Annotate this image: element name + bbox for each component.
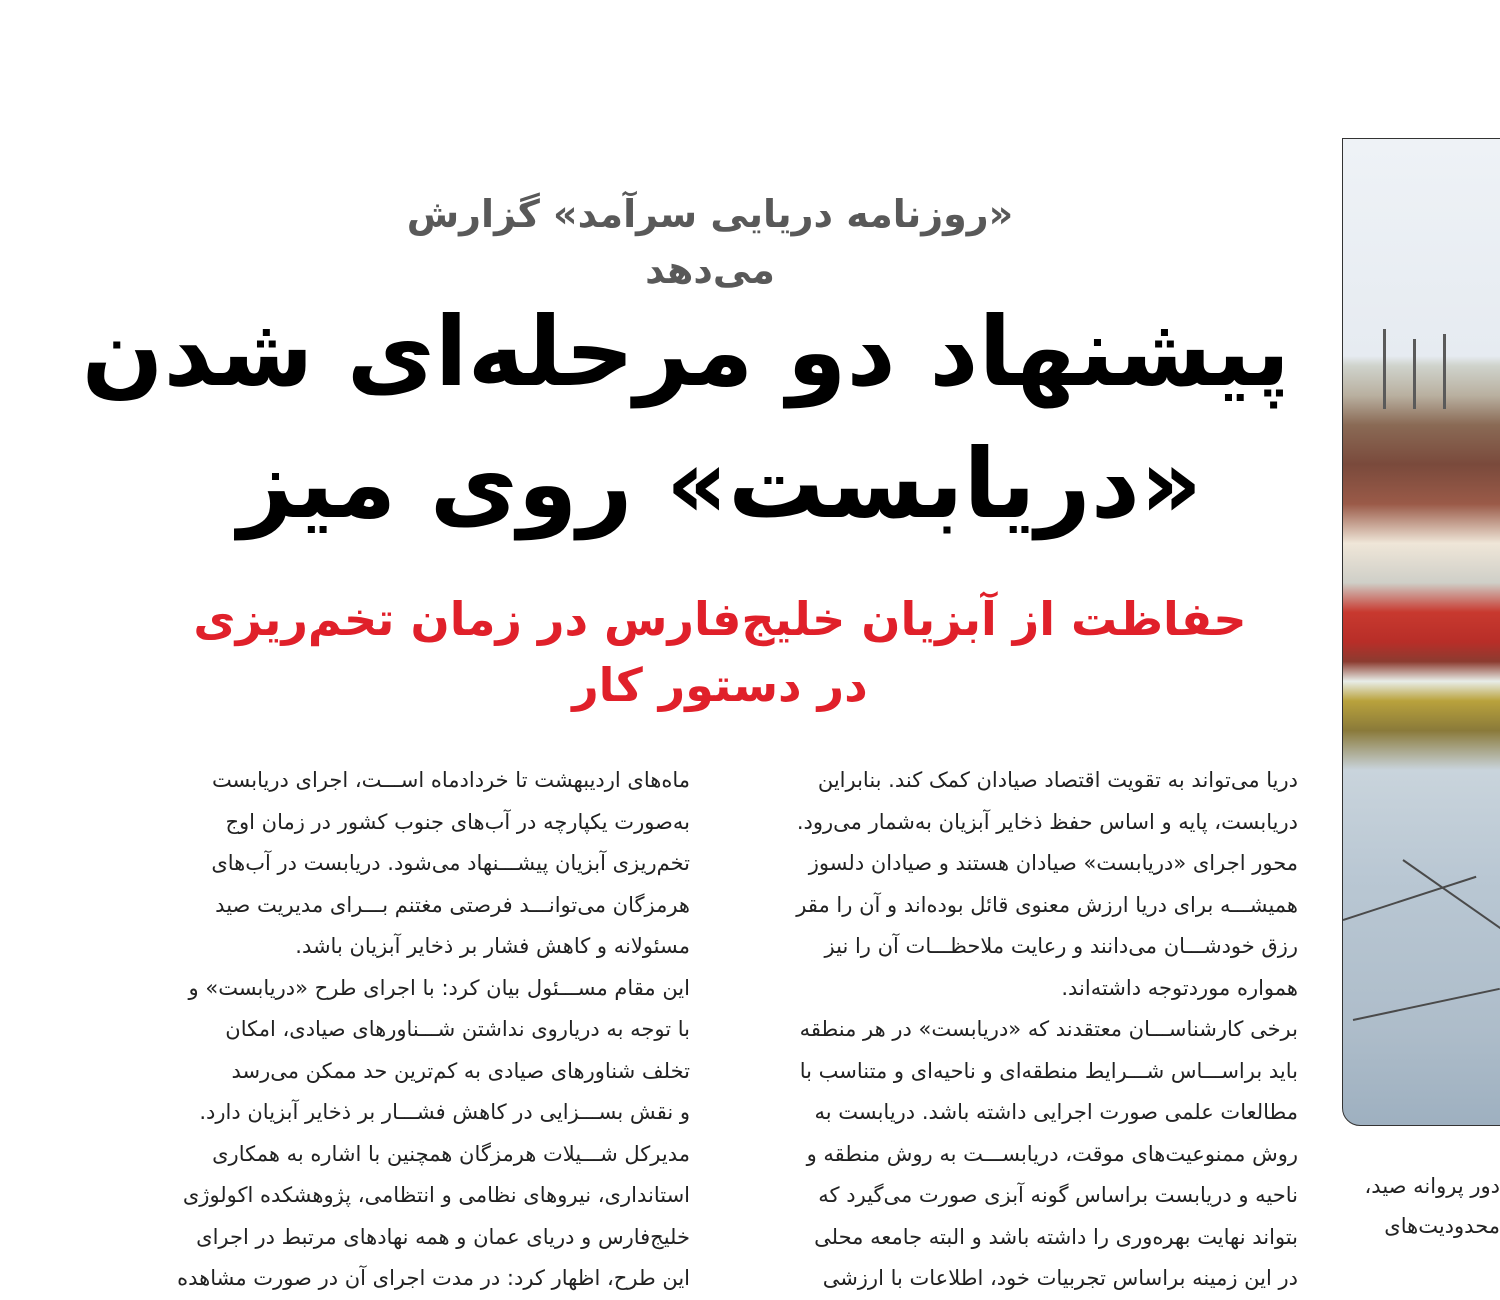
body-line: دریا می‌تواند به تقویت اقتصاد صیادان کمک کند. بنابراین bbox=[817, 768, 1298, 792]
body-line: همیشـــه برای دریا ارزش معنوی قائل بوده‌اند و آن را مقر bbox=[796, 892, 1298, 917]
body-line: ماه‌های اردیبهشت تا خردادماه اســـت، اجرای دریابست bbox=[211, 768, 690, 792]
subheadline-line-2: در دستور کار bbox=[572, 658, 868, 712]
body-column-left bbox=[120, 760, 690, 1300]
body-line: تخم‌ریزی آبزیان پیشـــنهاد می‌شود. دریابست در آب‌های bbox=[211, 851, 690, 875]
article-headline bbox=[81, 286, 1290, 550]
fishing-boats-photo bbox=[1342, 138, 1500, 1126]
body-line: مسئولانه و کاهش فشار بر ذخایر آبزیان باشد. bbox=[295, 934, 690, 958]
body-line: دریابست، پایه و اساس حفظ ذخایر آبزیان به‌شمار می‌رود. bbox=[796, 809, 1298, 834]
caption-line: دور پروانه صید، bbox=[1364, 1174, 1500, 1198]
subheadline-line-1: حفاظت از آبزیان خلیج‌فارس در زمان تخم‌ریزی bbox=[193, 592, 1247, 646]
body-line: این طرح، اظهار کرد: در مدت اجرای آن در صورت مشاهده bbox=[177, 1266, 690, 1290]
body-line: محور اجرای «دریابست» صیادان هستند و صیادان دلسوز bbox=[808, 851, 1298, 875]
body-line: و نقش بســـزایی در کاهش فشـــار بر ذخایر آبزیان دارد. bbox=[199, 1100, 690, 1124]
body-line: باید براســـاس شـــرایط منطقه‌ای و ناحیه‌ای و متناسب با bbox=[799, 1058, 1298, 1083]
caption-line: محدودیت‌های bbox=[1384, 1214, 1500, 1238]
body-line: تخلف شناورهای صیادی به کم‌ترین حد ممکن می‌رسد bbox=[231, 1058, 690, 1083]
article-kicker: «روزنامه دریایی سرآمد» گزارش می‌دهد bbox=[406, 192, 1014, 292]
body-line: رزق خودشـــان می‌دانند و رعایت ملاحظـــات آن را نیز bbox=[824, 934, 1298, 958]
body-line: ناحیه و دریابست براساس گونه آبزی صورت می‌گیرد که bbox=[818, 1183, 1298, 1207]
boat-mast-icon bbox=[1443, 334, 1446, 409]
body-column-right bbox=[728, 760, 1298, 1300]
body-line: خلیج‌فارس و دریای عمان و همه نهادهای مرتبط در اجرای bbox=[196, 1224, 690, 1249]
boat-mast-icon bbox=[1413, 339, 1416, 409]
body-line: مطالعات علمی صورت اجرایی داشته باشد. دریابست به bbox=[814, 1100, 1298, 1124]
mooring-rope bbox=[1353, 988, 1500, 1021]
body-line: استانداری، نیروهای نظامی و انتظامی، پژوهشکده اکولوژی bbox=[182, 1183, 690, 1207]
body-line: با توجه به دریاروی نداشتن شـــناورهای صیادی، امکان bbox=[225, 1017, 690, 1041]
body-line: برخی کارشناســـان معتقدند که «دریابست» در هر منطقه bbox=[799, 1017, 1298, 1041]
body-line: در این زمینه براساس تجربیات خود، اطلاعات با ارزشی bbox=[822, 1266, 1298, 1290]
body-line: این مقام مســـئول بیان کرد: با اجرای طرح «دریابست» و bbox=[188, 975, 690, 1000]
article-subheadline bbox=[170, 586, 1270, 718]
body-line: همواره موردتوجه داشته‌اند. bbox=[1061, 975, 1298, 1000]
boat-mast-icon bbox=[1383, 329, 1386, 409]
body-line: روش ممنوعیت‌های موقت، دریابســـت به روش منطقه و bbox=[806, 1141, 1298, 1166]
body-line: به‌صورت یکپارچه در آب‌های جنوب کشور در زمان اوج bbox=[225, 809, 690, 834]
body-line: بتواند نهایت بهره‌وری را داشته باشد و البته جامعه محلی bbox=[814, 1224, 1298, 1249]
headline-line-2: «دریابست» روی میز bbox=[237, 428, 1203, 540]
headline-line-1: پیشنهاد دو مرحله‌ای شدن bbox=[81, 296, 1290, 408]
body-line: مدیرکل شـــیلات هرمزگان همچنین با اشاره به همکاری bbox=[212, 1141, 690, 1166]
photo-caption bbox=[1330, 1166, 1500, 1246]
body-line: هرمزگان می‌توانـــد فرصتی مغتنم بـــرای مدیریت صید bbox=[215, 892, 690, 917]
